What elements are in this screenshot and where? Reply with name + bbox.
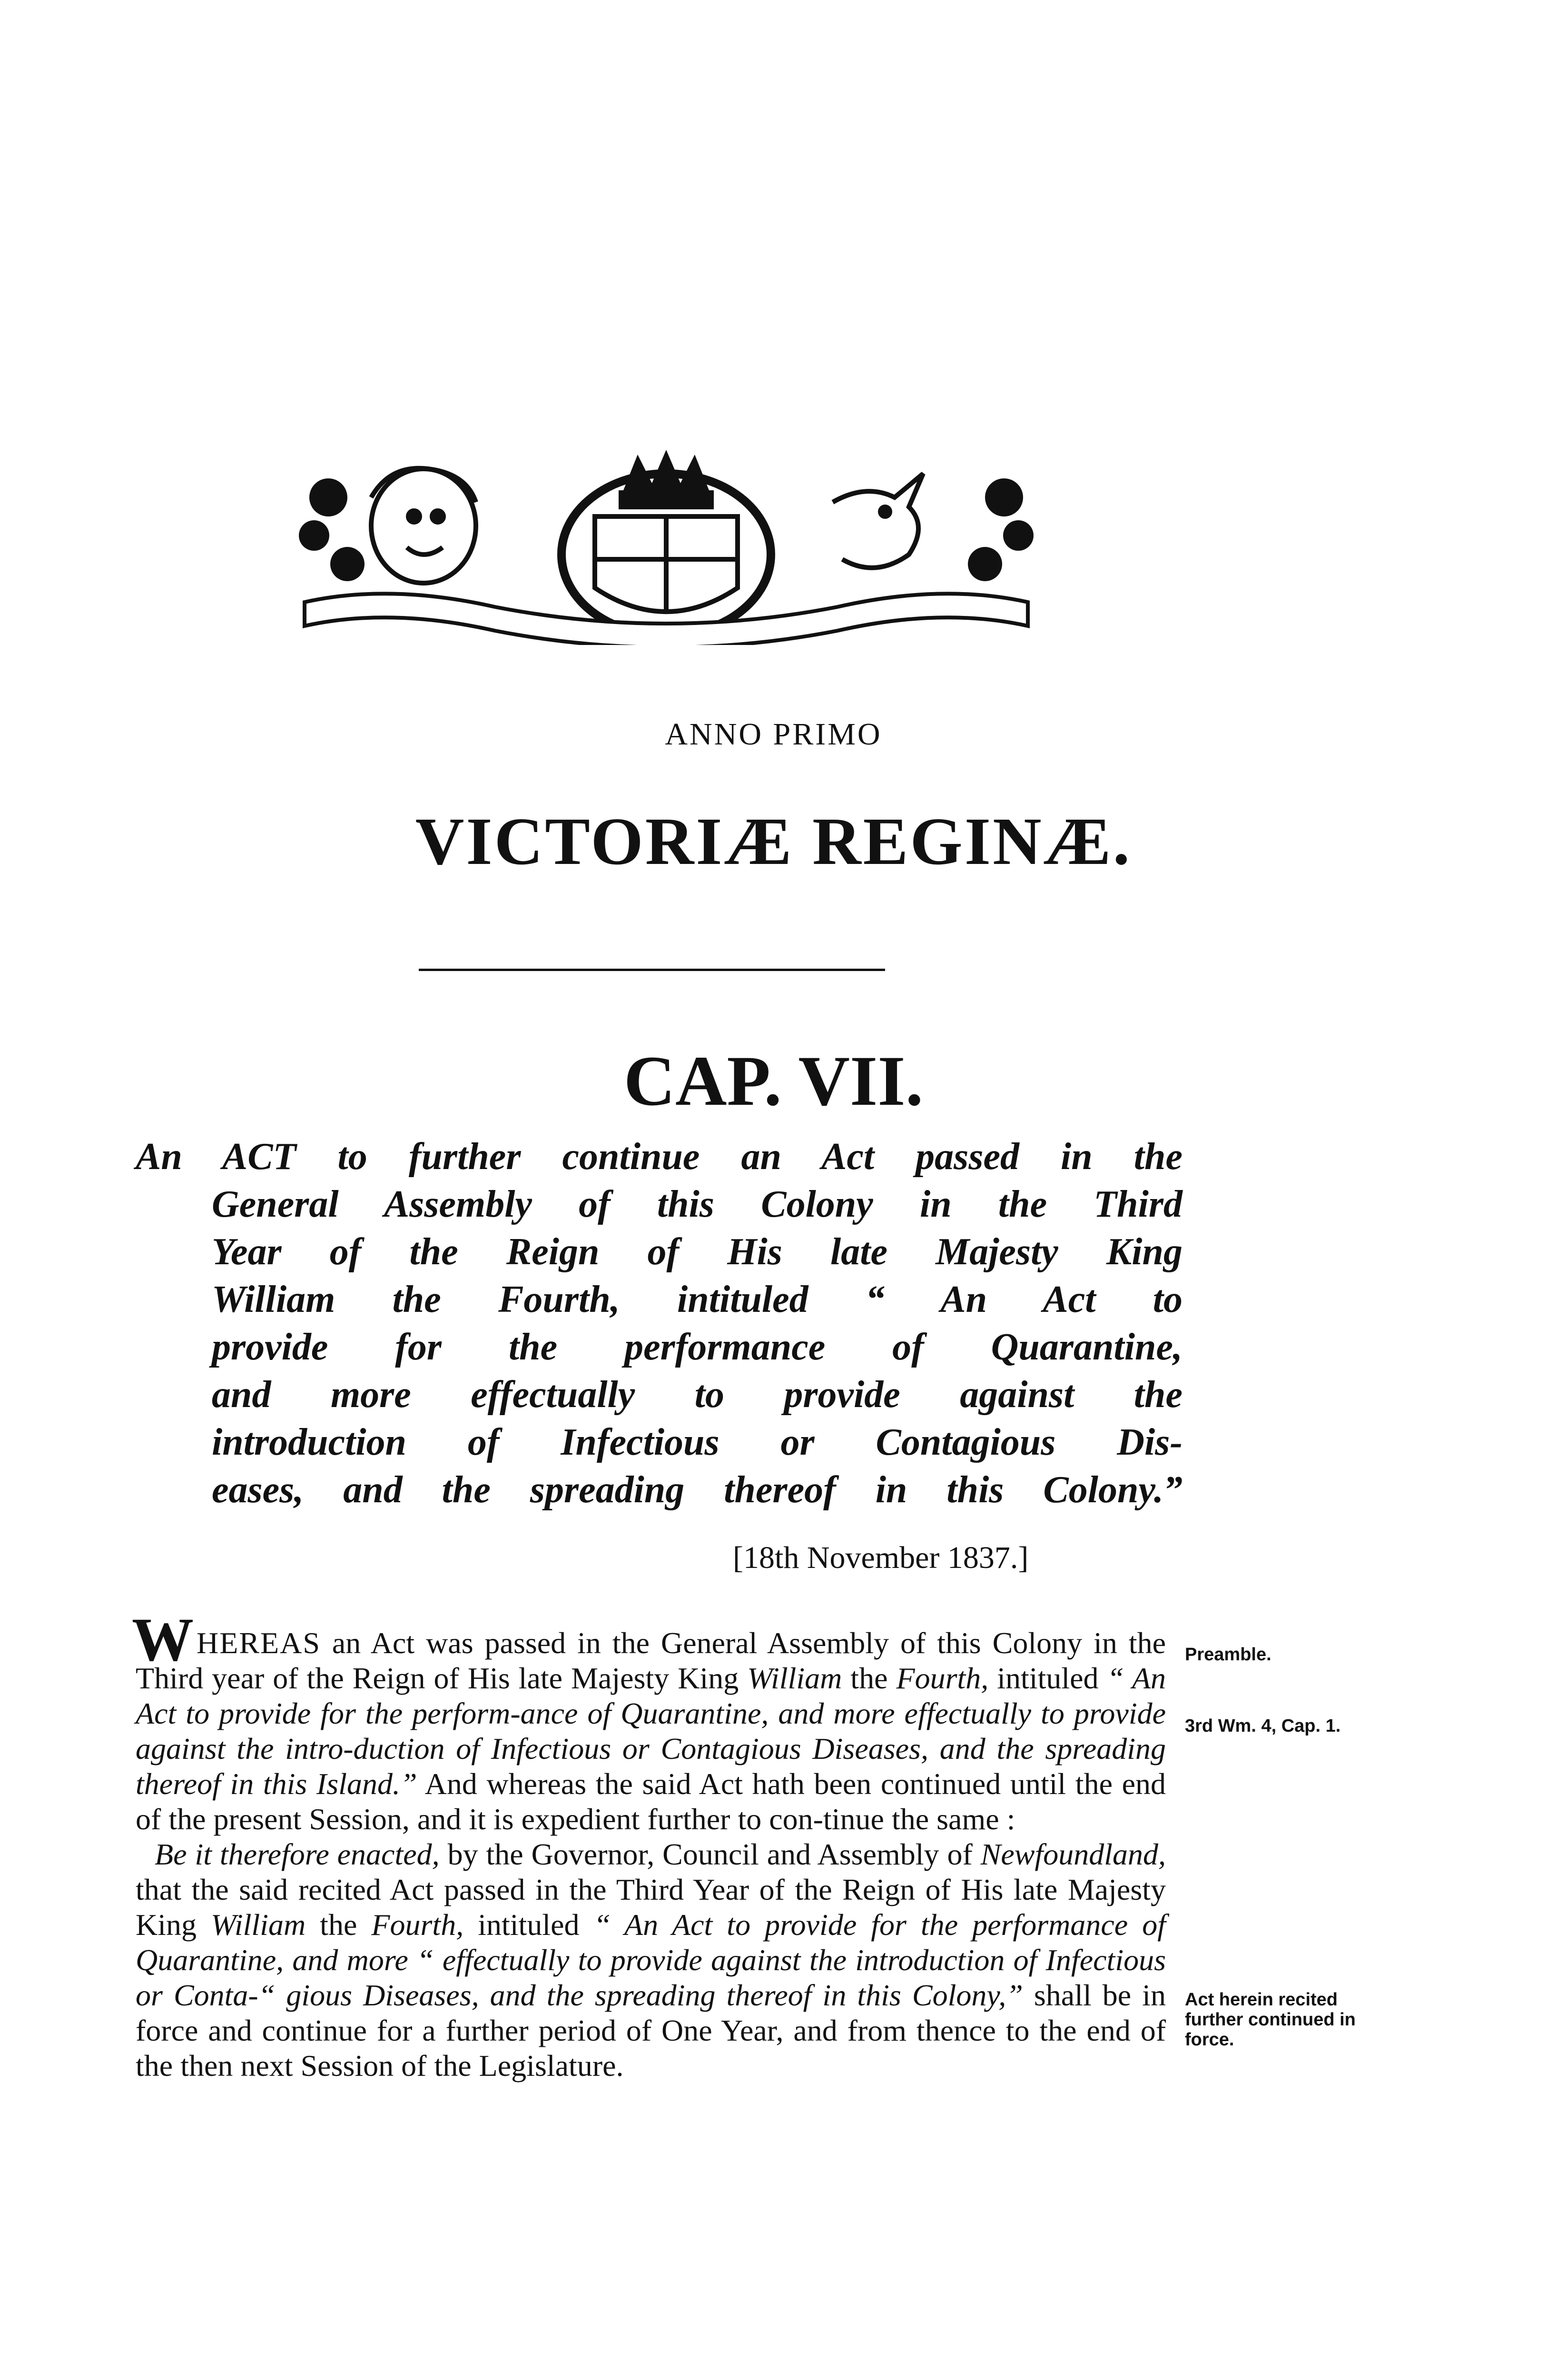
margin-note-force: Act herein recited further continued in force. [1185, 1990, 1356, 2050]
title-line: Year of the Reign of His late Majesty King [212, 1231, 1182, 1273]
preamble-lead: HEREAS [197, 1626, 321, 1660]
title-line: An ACT to further continue an Act passed in the [136, 1136, 1182, 1178]
enactment-paragraph [136, 1837, 1166, 2083]
royal-coat-of-arms [295, 445, 1037, 645]
preamble-text: And whereas the said Act hath been continued until the end of the present Session, and it is expedient further to con-tinue the same : [136, 1767, 1166, 1836]
name-fourth: Fourth, [896, 1661, 989, 1695]
name-fourth: Fourth, [371, 1908, 464, 1942]
act-date: [18th November 1837.] [733, 1540, 1029, 1575]
title-line: General Assembly of this Colony in the Third [212, 1183, 1182, 1225]
regnal-heading: VICTORIÆ REGINÆ. [415, 803, 1132, 879]
cited-act-title: “ An Act to provide for the performance of Quarantine, and more “ effectually to provide against the introduction of Infectious or Conta-“ gious Diseases, and the spreading thereof in this Colony,” [136, 1908, 1166, 2012]
title-line: provide for the performance of Quarantine, [212, 1326, 1182, 1368]
enactment-text: intituled [463, 1908, 594, 1942]
enactment-text: the [305, 1908, 372, 1942]
margin-note-reference: 3rd Wm. 4, Cap. 1. [1185, 1716, 1341, 1736]
title-line: eases, and the spreading thereof in this Colony.” [212, 1469, 1182, 1511]
drop-cap: W [132, 1606, 194, 1674]
enactment-text: by the Governor, Council and Assembly of [439, 1837, 981, 1871]
name-newfoundland: Newfoundland, [980, 1837, 1166, 1871]
preamble-paragraph [132, 1606, 1166, 1837]
preamble-text: an Act was passed in the General Assembly of this Colony in the Third year of the Reign of His late Majesty King [136, 1626, 1166, 1695]
title-line: William the Fourth, intituled “ An Act to [212, 1279, 1182, 1320]
preamble-text: the [842, 1661, 897, 1695]
name-william: William [747, 1661, 842, 1695]
title-line: and more effectually to provide against the [212, 1374, 1182, 1416]
enacting-clause: Be it therefore enacted, [155, 1837, 440, 1871]
enactment-text: that the said recited Act passed in the Third Year of the Reign of His late Majesty King [136, 1873, 1166, 1942]
title-line: introduction of Infectious or Contagious Dis- [212, 1421, 1182, 1463]
name-william: William [211, 1908, 306, 1942]
divider-rule [419, 969, 885, 971]
anno-heading: ANNO PRIMO [665, 717, 882, 752]
chapter-heading: CAP. VII. [623, 1041, 924, 1121]
act-title [136, 1133, 1182, 1514]
preamble-text: intituled [988, 1661, 1107, 1695]
cited-act-title: “ An Act to provide for the perform-ance of Quarantine, and more effectually to provide against the intro-duction of Infectious or Contagious Diseases, and the spreading thereof in this Island.” [136, 1661, 1166, 1801]
act-body [132, 1606, 1166, 2083]
enactment-text: shall be in force and continue for a further period of One Year, and from thence to the end of the then next Session of the Legislature. [136, 1978, 1166, 2082]
margin-note-preamble: Preamble. [1185, 1645, 1271, 1665]
